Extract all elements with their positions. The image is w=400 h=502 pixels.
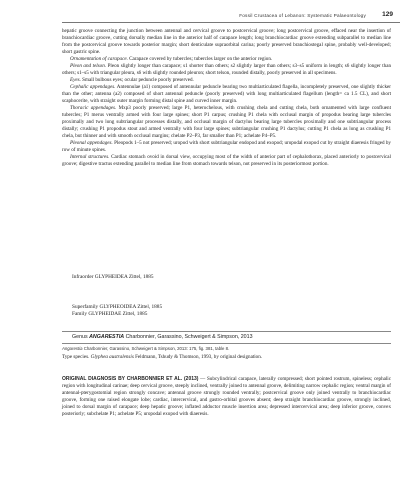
diagnosis-block — [62, 376, 391, 418]
genus-heading-box — [62, 331, 391, 344]
header-rule — [62, 22, 400, 23]
taxonomy-block-2 — [72, 304, 400, 318]
description-block — [62, 28, 391, 168]
paragraph-pleonal: Pleonal appendages. Pleopods 1–5 not preserved; uropod with short subtriangular endopod and exopod; uropodal exopod cut by straight diaeresis fringed by row of minute spines. — [62, 140, 391, 153]
paragraph-pleon: Pleon and telson. Pleon slightly longer than carapace; s1 shorter than others; s2 slightly larger than others; s3–s5 uniform in length; s6 slightly longer than others; s1–s5 with triangular pleura, s6 with slightly rounded pleuron; short telson, rounded distally, poorly preserved in all specimens. — [62, 63, 391, 76]
taxonomy-block — [72, 274, 400, 281]
synonymy-line: Angarestia Charbonnier, Garassino, Schweigert & Simpson, 2013: 175, fig. 381, table 8. — [62, 346, 230, 351]
family-heading: Family GLYPHEIDAE Zittel, 1885 — [72, 311, 148, 318]
synonymy-block — [62, 346, 391, 361]
diagnosis-paragraph: ORIGINAL DIAGNOSIS BY CHARBONNIER ET AL. (2013) — Subcylindrical carapace, laterally compressed; short pointed rostrum, spineless; cephalic region with longitudinal carinae; deep cervical groove, steeply inclined, ventrally joined to antennal groove, delimiting narrow cephalic region; ventral margin of antennal-pterygostomial region strongly concave; antennal groove strongly rounded ventrally; postcervical groove only joined ventrally to branchiocardiac groove, forming one raised elongate lobe; cardiac, intercervical, and gastro-orbital grooves absent; deep straight branchiocardiac groove, strongly inclined, joined to dorsal margin of carapace; deep hepatic groove; inflated adductor muscle insertion area; depressed intercervical area; deep inferior groove, convex posteriorly; subchelate P1; achelate P5; uropodal exopod with diaeresis. — [62, 376, 391, 417]
paragraph-internal: Internal structures. Cardiac stomach ovoid in dorsal view, occupying most of the width of anterior part of cephalothorax, placed anteriorly to postcervical groove; digestive tractus extending parallel to median line from stomach towards telson, not preserved in its posteriormost portion. — [62, 154, 391, 167]
infraorder-heading: Infraorder GLYPHEIDEA Zittel, 1885 — [72, 274, 154, 280]
superfamily-heading: Superfamily GLYPHEOIDEA Zittel, 1885 — [72, 304, 163, 310]
paragraph-cephalic: Cephalic appendages. Antennulae (a1) composed of antennular peduncle bearing two multiarticulated flagella, incompletely preserved, one slightly thicker than the other; antenna (a2) composed of short antennal peduncle (poorly preserved) with long multiarticulated flagellum (length= ca 1.5 CL), and short scaphocerite, with straight outer margin forming distal spine and curved inner margin. — [62, 84, 391, 104]
running-title: Fossil Crustacea of Lebanon: Systematic Palaeontology — [239, 13, 366, 18]
paragraph-hepatic: hepatic groove connecting the junction between antennal and cervical groove to postcervical groove; long postcervical groove, effaced near the insertion of branchiocardiac groove, cutting dorsally median line in the anterior half of carapace length; long branchiocardiac groove extending subparallel to median line from the postcervical groove towards posterior margin; short denticulate supraorbital carina; poorly preserved branchiostegal spine, probably well-developed; short gastric spine. — [62, 28, 391, 55]
paragraph-ornamentation: Ornamentation of carapace. Carapace covered by tubercles; tubercles larger on the anterior region. — [70, 56, 273, 62]
paragraph-thoracic: Thoracic appendages. Mxp3 poorly preserved; large P1, heterochelous, with crushing chela and cutting chela, both ornamented with large confluent tubercles; P1 merus ventrally armed with four large spines; short P1 carpus; crushing P1 chela with occlusal margin of propodus bearing large tubercles proximally and two long subtriangular processes distally, and occlusal margin of dactylus bearing large tubercles proximally and one subtriangular process distally; crushing P1 propodus stout and armed ventrally with four large spines; subtriangular crushing P1 dactylus; cutting P1 chela as long as crushing P1 chela, but thinner and with smooth occlusal margins; chelate P2–P3, far smaller than P1; achelate P4–P5. — [62, 105, 391, 139]
type-species-line: Type species. Glyphea australensis Feldmann, Tshudy & Thomson, 1993, by original designation. — [62, 354, 263, 360]
paragraph-eyes: Eyes. Small bulbous eyes; ocular peduncle poorly preserved. — [70, 77, 194, 83]
page-number: 129 — [382, 11, 393, 18]
genus-heading: Genus ANGARESTIA Charbonnier, Garassino, Schweigert & Simpson, 2013 — [72, 334, 253, 340]
